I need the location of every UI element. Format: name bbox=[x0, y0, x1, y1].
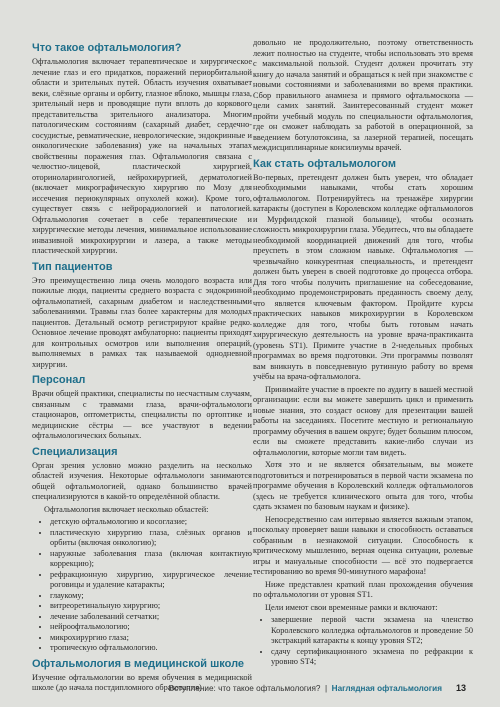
paragraph: Изучение офтальмологии во время обучения в медицинской школе (до начала постдипломного образования) bbox=[32, 672, 252, 692]
paragraph: Орган зрения условно можно разделить на несколько областей изучения. Некоторые офтальмологи занимаются общей офтальмологией, однако большинство врачей специализируются в какой-то определённой области. bbox=[32, 460, 252, 501]
heading-patient-types: Тип пациентов bbox=[32, 260, 113, 273]
paragraph: Ниже представлен краткий план прохождения обучения по офтальмологии от уровня ST1. bbox=[253, 579, 473, 599]
list-item: • глаукому; bbox=[50, 591, 252, 602]
page-number: 13 bbox=[455, 683, 466, 693]
goals-list bbox=[253, 615, 473, 668]
specialization-list bbox=[32, 517, 252, 654]
heading-medical-school: Офтальмология в медицинской школе bbox=[32, 657, 245, 670]
footer-book-title: Наглядная офтальмология bbox=[331, 684, 442, 693]
paragraph: Хотя это и не является обязательным, вы можете подготовиться и потренироваться в первой части экзамена по программе обучения в Королевский колледж офтальмологов (здесь не требуется клинического опыта для того, чтобы сдать экзамен по базовым наукам и физике). bbox=[253, 460, 473, 511]
heading-staff: Персонал bbox=[32, 374, 86, 386]
paragraph: Принимайте участие в проекте по аудиту в вашей местной организации: если вы можете завершить цикл и применить новые знания, это создаст основу для презентации вашей работы на заседаниях. Посетите местную и региональную программу обучения в вашем округе; будет большим плюсом, если вы сможете представить какие-либо случаи из офтальмологии, которые могли там видеть. bbox=[253, 384, 473, 457]
paragraph: Офтальмология включает терапевтическое и хирургическое лечение глаз и его придатков, поражений периорбитальной области и зрительных путей. Область изучения охватывает веки, слёзные органы и орбиту, глазное яблоко, мышцы глаза, зрительный нерв и проводящие пути вплоть до коркового представительства зрительного анализатора. Многим патологическим состояниям (сахарный диабет, сердечно-сосудистые, ревматические, неврологические, эндокринные и онкологические заболевания) уже на начальных этапах свойственны поражения глаз. Офтальмология связана с челюстно-лицевой, пластической хирургией, оториноларингологией, нейрохирургией, дерматологией (включает микрографическую хирургию по Мозу для иссечения периокулярных опухолей кожи). Кроме того, существует связь с нейрорадиологией и патологией. Офтальмология сочетает в себе терапевтические и хирургические методы лечения, минимальное использование инвазивной микрохирургии и лазера, а также методы пластической хирургии. bbox=[32, 57, 252, 255]
paragraph: Врачи общей практики, специалисты по несчастным случаям, связанным с травмами глаза, врачи-офтальмологи стационаров, оптометристы, специалисты по ортоптике и медицинские сёстры — все участвуют в ведении офтальмологических больных. bbox=[32, 389, 252, 440]
paragraph: Офтальмология включает несколько областей: bbox=[44, 504, 209, 514]
left-column bbox=[32, 38, 252, 696]
paragraph: Это преимущественно лица очень молодого возраста или пожилые люди, пациенты среднего возраста с эндокринной офтальмопатией, сахарным диабетом и наследственными заболеваниями. Травмы глаз более характерны для молодых пациентов. Детальный осмотр регистрируют крайне редко. Основное лечение проводят амбулаторно: пациенты приходят для контрольных осмотров или выполнения операций, выполняемых в рамках так называемой однодневной хирургии. bbox=[32, 275, 252, 369]
list-item: • лечение заболеваний сетчатки; bbox=[50, 612, 252, 623]
heading-specialization: Специализация bbox=[32, 445, 118, 458]
footer-running-title: Вступление: что такое офтальмология? | Наглядная офтальмология bbox=[168, 684, 442, 693]
paragraph: Непосредственно сам интервью является важным этапом, поскольку проверяет ваши навыки и способность оставаться собранным в незнакомой ситуации. Способность к критическому мышлению, верная оценка ситуации, ролевые игры и мануальные способности — всё это подвергается тестированию во время 90-минутного марафона! bbox=[253, 514, 473, 576]
list-item: • наружные заболевания глаза (включая контактную коррекцию); bbox=[50, 549, 252, 570]
right-column bbox=[253, 38, 473, 670]
page-footer bbox=[0, 680, 500, 700]
list-item: • тропическую офтальмологию. bbox=[50, 643, 252, 654]
list-item: • микрохирургию глаза; bbox=[50, 633, 252, 644]
list-item: • пластическую хирургию глаза, слёзных органов и орбиты (включая онкологию); bbox=[50, 528, 252, 549]
list-item: • нейроофтальмологию; bbox=[50, 622, 252, 633]
list-item: • рефракционную хирургию, хирургическое лечение роговицы и удаление катаракты; bbox=[50, 570, 252, 591]
list-item: • витреоретинальную хирургию; bbox=[50, 601, 252, 612]
paragraph: Цели имеют свои временные рамки и включают: bbox=[265, 602, 438, 612]
list-item: • сдачу сертификационного экзамена по рефракции к уровню ST4; bbox=[271, 647, 473, 668]
heading-how-to-become: Как стать офтальмологом bbox=[253, 157, 396, 170]
paragraph: Во-первых, претендент должен быть уверен, что обладает необходимыми навыками, чтобы стать хорошим офтальмологом. Потренируйтесь на тренажёре хирургии катаракты (доступен в Королевском колледже офтальмологов и Мурфилдской глазной больнице), чтобы осознать сложность микрохирургии глаза. Убедитесь, что вы обладаете необходимой координацией движений для того, чтобы преуспеть в этом сложном навыке. Офтальмология — чрезвычайно конкурентная специальность, и претендент должен быть уверен в своей подготовке до процесса отбора. Для того чтобы получить приглашение на собеседование, необходимо продемонстрировать преданность своему делу, что является ключевым фактором. Пройдите курсы практических навыков микрохирургии в Королевском колледже для того, чтобы быть готовым начать хирургическую деятельность на уровне врача-практиканта (уровень ST1). Примите участие в 2-недельных пробных программах во время подготовки. Эти программы позволят вам вникнуть в повседневную рутинную работу во время учёбы на врача-офтальмолога. bbox=[253, 172, 473, 381]
heading-what-is-ophthalmology: Что такое офтальмология? bbox=[32, 42, 182, 54]
paragraph: довольно не продолжительно, поэтому ответственность лежит полностью на студенте, чтобы использовать это время с максимальной пользой. Студент должен прочитать эту книгу до начала занятий и обращаться к ней при знакомстве с новыми состояниями и заболеваниями во время практики. Сбор правильного анамнеза и прямого офтальмоскопа — цели самих занятий. Заинтересованный студент может пройти учебный модуль по специальности офтальмология, где он сможет наблюдать за работой в операционной, за введением ботулотоксина, за лазерной терапией, посещать междисциплинарные консилиумы врачей. bbox=[253, 38, 473, 152]
list-item: • завершение первой части экзамена на членство Королевского колледжа офтальмологов и проведение 50 экстракций катаракты к концу уровня ST2; bbox=[271, 615, 473, 647]
footer-chapter: Вступление: что такое офтальмология? bbox=[168, 684, 321, 693]
list-item: • детскую офтальмологию и косоглазие; bbox=[50, 517, 252, 528]
